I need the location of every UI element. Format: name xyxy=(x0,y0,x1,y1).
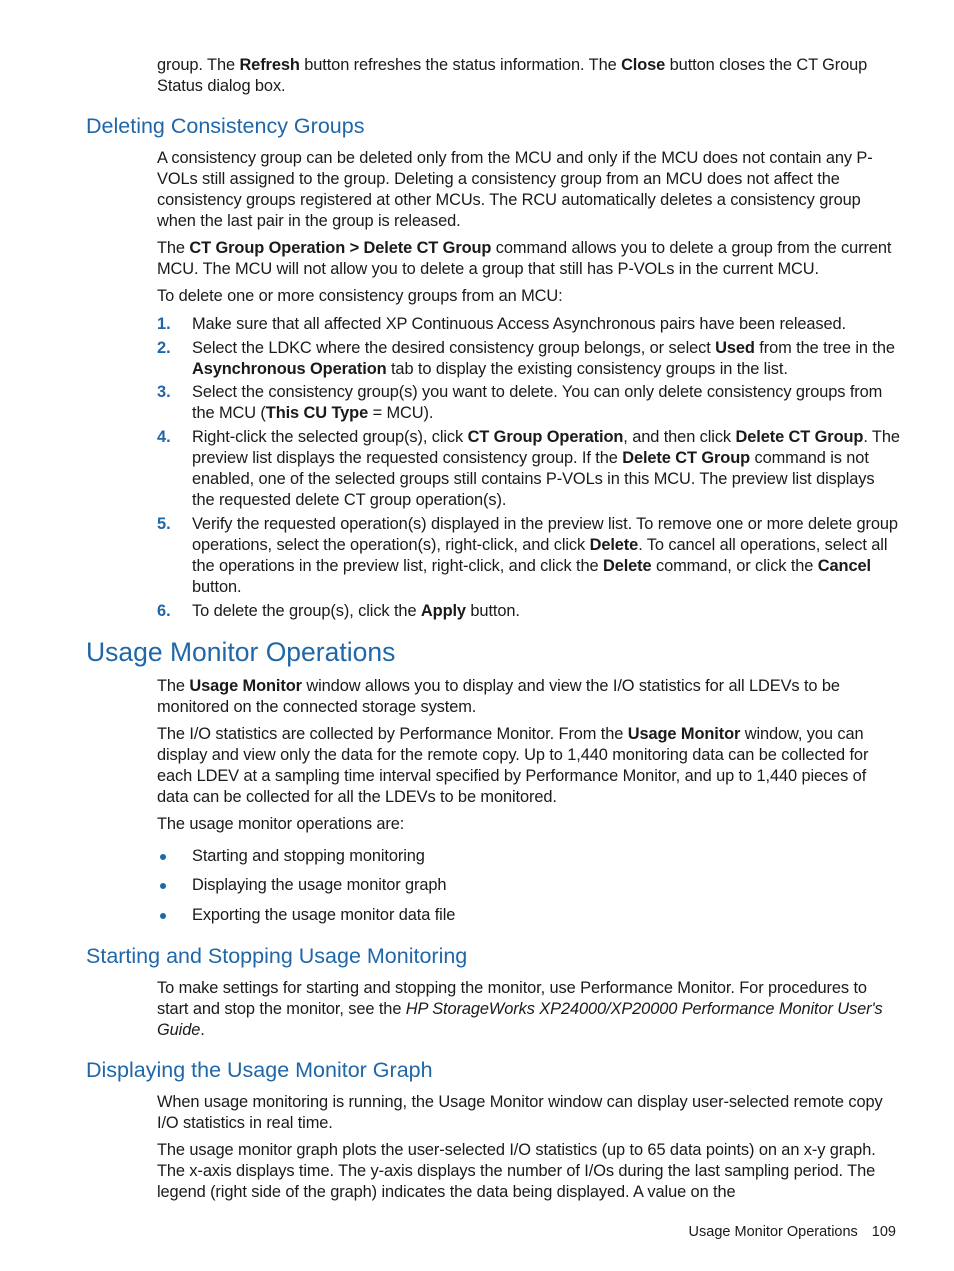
step-number: 4. xyxy=(157,428,171,446)
heading-starting-stopping: Starting and Stopping Usage Monitoring xyxy=(86,944,468,968)
step-number: 2. xyxy=(157,339,171,357)
text-run: . xyxy=(200,1021,205,1039)
text-run: The xyxy=(157,239,190,257)
step-text xyxy=(192,314,900,335)
step-text xyxy=(192,601,900,622)
text-run: command, or click the xyxy=(651,557,818,575)
text-run: The xyxy=(157,677,190,695)
graph-paragraph-1: When usage monitoring is running, the Usage Monitor window can display user-selected remote copy I/O statistics in real time. xyxy=(157,1093,883,1132)
step-number: 3. xyxy=(157,383,171,401)
step-text xyxy=(192,338,900,380)
delete-paragraph-1: A consistency group can be deleted only from the MCU and only if the MCU does not contain any P-VOLs still assigned to the group. Deleting a consistency group from an MCU does not affect the consistency groups registered at other MCUs. The RCU automatically deletes a consistency group when the last pair in the group is released. xyxy=(157,149,873,230)
ui-term: Used xyxy=(715,339,755,357)
heading-deleting-consistency-groups: Deleting Consistency Groups xyxy=(86,114,365,138)
command-term: CT Group Operation > Delete CT Group xyxy=(189,239,492,257)
step-number: 5. xyxy=(157,515,171,533)
page-footer xyxy=(689,1222,896,1242)
ui-term: Delete CT Group xyxy=(622,449,751,467)
text-run: . To cancel all operations, select all the operations in the preview list, right-click, and click the xyxy=(192,536,888,575)
text-run: from the tree in the xyxy=(754,339,895,357)
list-item: Starting and stopping monitoring xyxy=(192,847,425,865)
text-run: Make sure that all affected XP Continuous Access Asynchronous pairs have been released. xyxy=(192,315,847,333)
text-run: button. xyxy=(192,578,242,596)
text-run: button refreshes the status information. The xyxy=(299,56,622,74)
list-item: Exporting the usage monitor data file xyxy=(192,906,456,924)
heading-usage-monitor-operations: Usage Monitor Operations xyxy=(86,637,396,667)
text-run: command allows you to delete a group from the current MCU. The MCU will not allow you to delete a group that still has P-VOLs in the current MCU. xyxy=(157,239,892,278)
graph-paragraph-2: The usage monitor graph plots the user-selected I/O statistics (up to 65 data points) on an x-y graph. The x-axis displays time. The y-axis displays the number of I/Os during the last sampling period. The legend (right side of the graph) indicates the data being displayed. A value on the xyxy=(157,1141,876,1201)
step-text xyxy=(192,382,900,424)
ui-term: CT Group Operation xyxy=(467,428,624,446)
text-run: The I/O statistics are collected by Performance Monitor. From the xyxy=(157,725,628,743)
step-number: 1. xyxy=(157,315,171,333)
text-run: , and then click xyxy=(623,428,736,446)
step-text xyxy=(192,514,900,598)
bullet-icon xyxy=(160,854,166,860)
bullet-icon xyxy=(160,883,166,889)
delete-paragraph-3: To delete one or more consistency groups from an MCU: xyxy=(157,287,563,305)
ui-term: Usage Monitor xyxy=(189,677,302,695)
text-run: . The preview list displays the requested consistency group. If the xyxy=(192,428,900,467)
text-run: tab to display the existing consistency groups in the list. xyxy=(386,360,788,378)
text-run: command is not enabled, one of the selected groups still contains P-VOLs in this MCU. The preview list displays the requested delete CT group operation(s). xyxy=(192,449,875,509)
refresh-term: Refresh xyxy=(239,56,300,74)
ui-term: Delete xyxy=(602,557,652,575)
ui-term: Delete CT Group xyxy=(735,428,864,446)
ui-term: Cancel xyxy=(817,557,871,575)
ui-term: Usage Monitor xyxy=(627,725,741,743)
list-item: Displaying the usage monitor graph xyxy=(192,876,447,894)
text-run: button closes the CT Group Status dialog box. xyxy=(157,56,868,95)
ui-term: Apply xyxy=(420,602,466,620)
text-run: Verify the requested operation(s) displayed in the preview list. To remove one or more delete group operations, select the operation(s), right-click, and click xyxy=(192,515,898,554)
step-text xyxy=(192,427,900,511)
text-run: button. xyxy=(465,602,520,620)
heading-displaying-graph: Displaying the Usage Monitor Graph xyxy=(86,1058,433,1082)
usage-paragraph-3: The usage monitor operations are: xyxy=(157,815,405,833)
usage-paragraph-1 xyxy=(157,676,899,718)
usage-paragraph-2 xyxy=(157,724,899,808)
ui-term: This CU Type xyxy=(265,404,369,422)
guide-title: HP StorageWorks XP24000/XP20000 Performance Monitor User's Guide xyxy=(157,1000,883,1039)
footer-section-title: Usage Monitor Operations xyxy=(688,1224,858,1240)
text-run: = MCU). xyxy=(368,404,434,422)
text-run: Right-click the selected group(s), click xyxy=(192,428,468,446)
text-run: group. The xyxy=(157,56,240,74)
text-run: window, you can display and view only the data for the remote copy. Up to 1,440 monitoring data can be collected for each LDEV at a sampling time interval specified by Performance Monitor, and up to 1,440 pieces of data can be collected for all the LDEVs to be monitored. xyxy=(157,725,869,806)
text-run: Select the LDKC where the desired consistency group belongs, or select xyxy=(192,339,716,357)
step-number: 6. xyxy=(157,602,171,620)
delete-paragraph-2 xyxy=(157,238,899,280)
ui-term: Asynchronous Operation xyxy=(192,360,387,378)
text-run: To delete the group(s), click the xyxy=(192,602,421,620)
text-run: Select the consistency group(s) you want to delete. You can only delete consistency groups from the MCU ( xyxy=(192,383,883,422)
intro-paragraph xyxy=(157,55,899,97)
start-stop-paragraph xyxy=(157,978,899,1041)
bullet-icon xyxy=(160,913,166,919)
close-term: Close xyxy=(621,56,666,74)
ui-term: Delete xyxy=(589,536,639,554)
text-run: To make settings for starting and stopping the monitor, use Performance Monitor. For procedures to start and stop the monitor, see the xyxy=(157,979,867,1018)
page-number: 109 xyxy=(871,1224,896,1240)
text-run: window allows you to display and view the I/O statistics for all LDEVs to be monitored on the connected storage system. xyxy=(157,677,840,716)
